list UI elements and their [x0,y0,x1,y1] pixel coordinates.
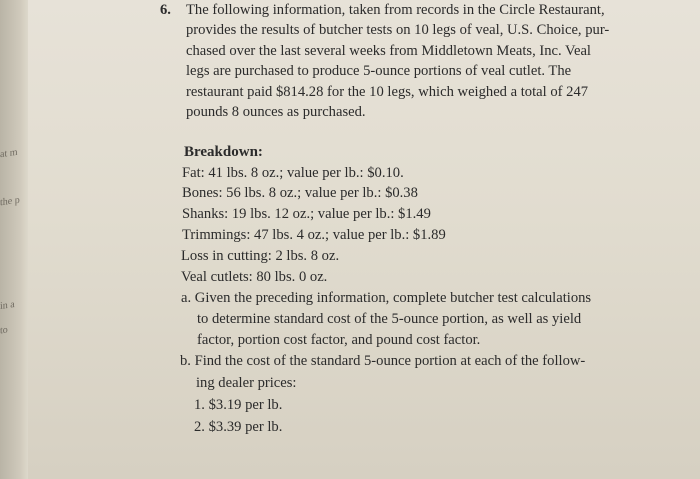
paragraph-line: The following information, taken from records in the Circle Restaurant, [186,2,605,18]
part-b-line: b. Find the cost of the standard 5-ounce portion at each of the follow- [180,353,586,369]
part-a-line: to determine standard cost of the 5-ounce portion, as well as yield [197,311,582,327]
margin-fragment: the p [0,194,20,209]
price-item: 1. $3.19 per lb. [194,397,283,413]
paragraph-line: legs are purchased to produce 5-ounce portions of veal cutlet. The [186,63,572,79]
problem-number: 6. [160,2,171,18]
paragraph-line: pounds 8 ounces as purchased. [186,104,366,120]
previous-page-edge [0,0,28,479]
paragraph-line: provides the results of butcher tests on 10 legs of veal, U.S. Choice, pur- [186,22,610,38]
breakdown-item: Fat: 41 lbs. 8 oz.; value per lb.: $0.10. [182,165,404,181]
breakdown-heading: Breakdown: [184,144,263,160]
breakdown-item: Veal cutlets: 80 lbs. 0 oz. [181,269,328,285]
breakdown-item: Shanks: 19 lbs. 12 oz.; value per lb.: $1.49 [182,206,431,222]
margin-fragment: to [0,324,8,337]
part-a-line: a. Given the preceding information, complete butcher test calculations [181,290,592,306]
part-a-line: factor, portion cost factor, and pound cost factor. [197,332,481,348]
breakdown-item: Trimmings: 47 lbs. 4 oz.; value per lb.: $1.89 [182,227,446,243]
margin-fragment: at m [0,146,18,161]
paragraph-line: restaurant paid $814.28 for the 10 legs, which weighed a total of 247 [186,84,589,100]
breakdown-item: Bones: 56 lbs. 8 oz.; value per lb.: $0.38 [182,185,418,201]
price-item: 2. $3.39 per lb. [194,419,283,435]
part-b-line: ing dealer prices: [196,375,297,391]
breakdown-item: Loss in cutting: 2 lbs. 8 oz. [181,248,340,264]
paragraph-line: chased over the last several weeks from Middletown Meats, Inc. Veal [186,43,591,59]
margin-fragment: in a [0,298,15,313]
